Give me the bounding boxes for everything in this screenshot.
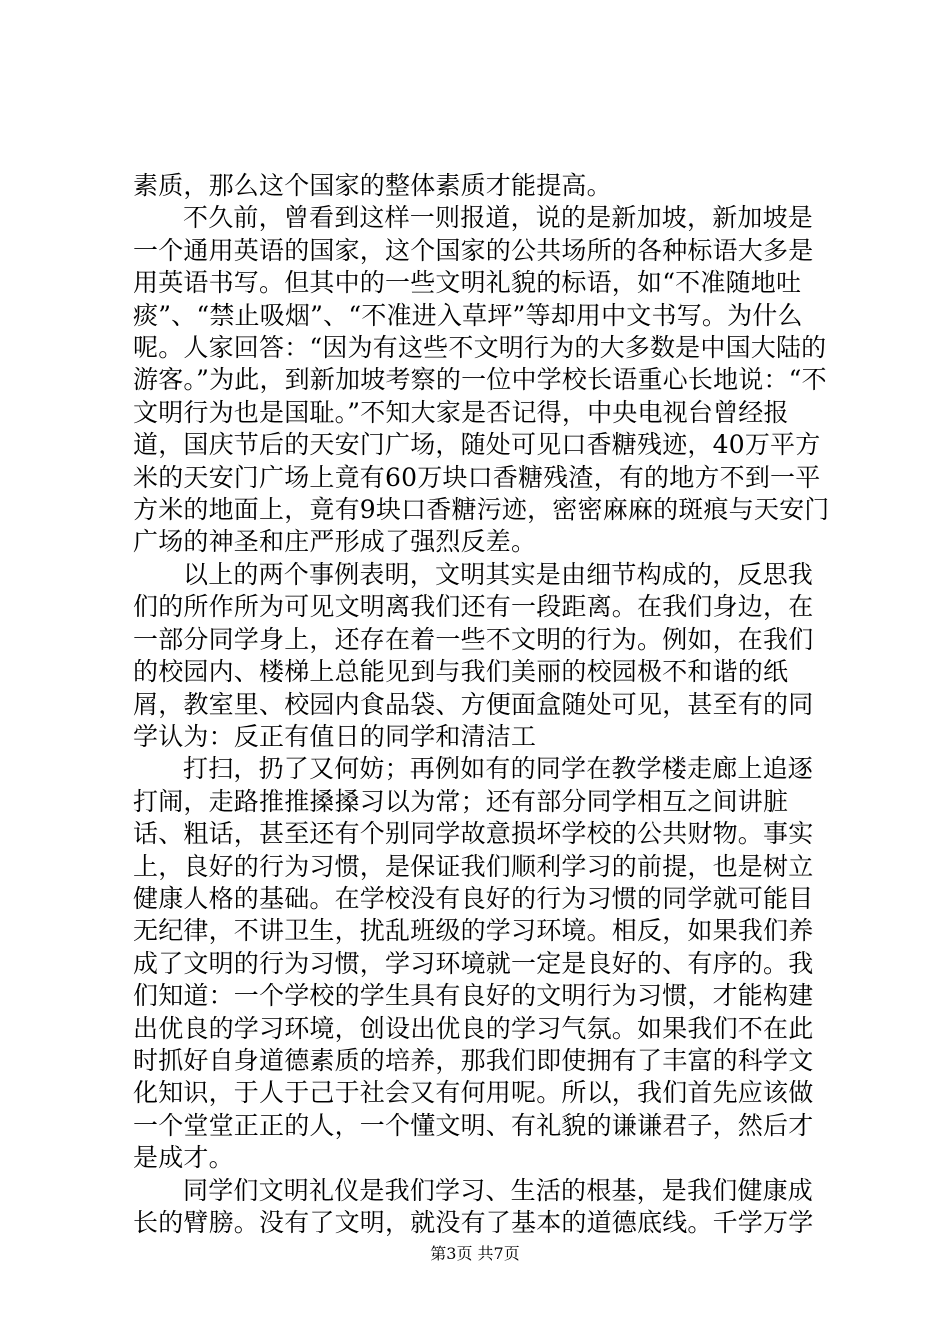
paragraph-5: 同学们文明礼仪是我们学习、生活的根基，是我们健康成长的臂膀。没有了文明，就没有了基本的道德底线。千学万学 bbox=[133, 1175, 814, 1237]
paragraph-4: 打扫，扔了又何妨；再例如有的同学在教学楼走廊上追逐打闹，走路推推搡搡习以为常；还有部分同学相互之间讲脏话、粗话，甚至还有个别同学故意损坏学校的公共财物。事实上，良好的行为习惯，是保证我们顺利学习的前提，也是树立健康人格的基础。在学校没有良好的行为习惯的同学就可能目无纪律，不讲卫生，扰乱班级的学习环境。相反，如果我们养成了文明的行为习惯，学习环境就一定是良好的、有序的。我们知道：一个学校的学生具有良好的文明行为习惯，才能构建出优良的学习环境，创设出优良的学习气氛。如果我们不在此时抓好自身道德素质的培养，那我们即使拥有了丰富的科学文化知识，于人于己于社会又有何用呢。所以，我们首先应该做一个堂堂正正的人，一个懂文明、有礼貌的谦谦君子，然后才是成才。 bbox=[133, 754, 814, 1173]
body-text bbox=[133, 170, 833, 1239]
paragraph-3: 以上的两个事例表明，文明其实是由细节构成的，反思我们的所作所为可见文明离我们还有一段距离。在我们身边，在一部分同学身上，还存在着一些不文明的行为。例如，在我们的校园内、楼梯上总能见到与我们美丽的校园极不和谐的纸屑，教室里、校园内食品袋、方便面盒随处可见，甚至有的同学认为：反正有值日的同学和清洁工 bbox=[133, 559, 814, 751]
paragraph-1: 素质，那么这个国家的整体素质才能提高。 bbox=[133, 171, 612, 200]
page-footer: 第3页 共7页 bbox=[430, 1244, 520, 1263]
paragraph-2: 不久前，曾看到这样一则报道，说的是新加坡，新加坡是一个通用英语的国家，这个国家的公共场所的各种标语大多是用英语书写。但其中的一些文明礼貌的标语，如“不准随地吐痰”、“禁止吸烟”、“不准进入草坪”等却用中文书写。为什么呢。人家回答：“因为有这些不文明行为的大多数是中国大陆的游客。”为此，到新加坡考察的一位中学校长语重心长地说：“不文明行为也是国耻。”不知大家是否记得，中央电视台曾经报道，国庆节后的天安门广场，随处可见口香糖残迹，40万平方米的天安门广场上竟有60万块口香糖残渣，有的地方不到一平方米的地面上，竟有9块口香糖污迹，密密麻麻的斑痕与天安门广场的神圣和庄严形成了强烈反差。 bbox=[133, 203, 830, 557]
